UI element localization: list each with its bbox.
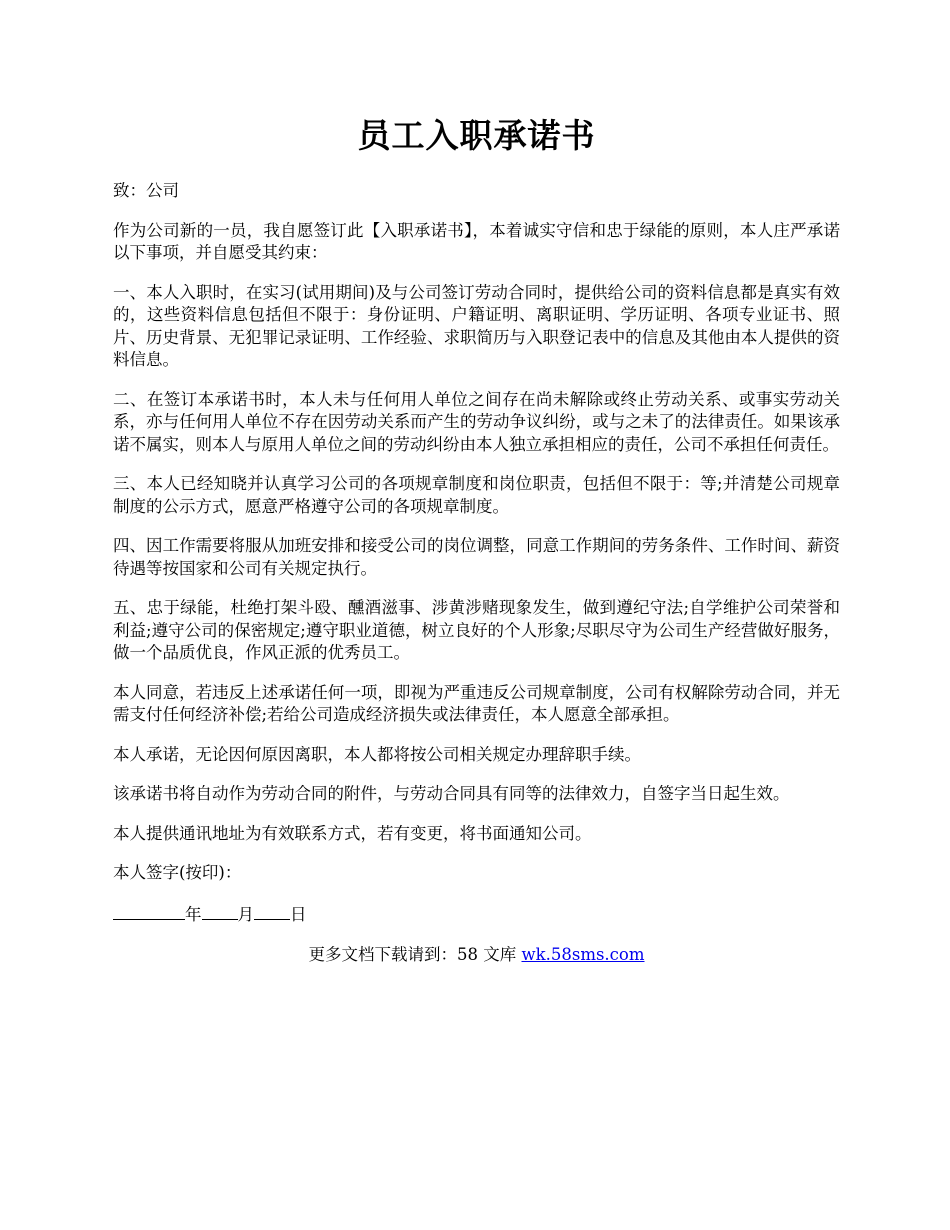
year-blank[interactable]: [113, 902, 185, 920]
paragraph-contact-address: 本人提供通讯地址为有效联系方式，若有变更，将书面通知公司。: [113, 823, 592, 843]
paragraph-clause-2: 二、在签订本承诺书时，本人未与任何用人单位之间存在尚未解除或终止劳动关系、或事实劳动关系，亦与任何用人单位不存在因劳动关系而产生的劳动争议纠纷，或与之未了的法律责任。如果该承诺不属实，则本人与原用人单位之间的劳动纠纷由本人独立承担相应的责任，公司不承担任何责任。: [113, 389, 840, 454]
footer-link[interactable]: wk.58sms.com: [521, 945, 645, 964]
signature-label: 本人签字(按印)：: [113, 863, 242, 882]
paragraph-contract-annex: 该承诺书将自动作为劳动合同的附件，与劳动合同具有同等的法律效力，自签字当日起生效。: [113, 784, 790, 803]
year-label: 年: [185, 904, 202, 924]
paragraph-clause-4: 四、因工作需要将服从加班安排和接受公司的岗位调整，同意工作期间的劳务条件、工作时间、薪资待遇等按国家和公司有关规定执行。: [113, 536, 840, 578]
month-label: 月: [237, 904, 254, 924]
document-title: 员工入职承诺书: [357, 116, 596, 155]
footer-text: 更多文档下载请到：58 文库: [308, 945, 522, 964]
paragraph-resignation: 本人承诺，无论因何原因离职，本人都将按公司相关规定办理辞职手续。: [113, 744, 641, 764]
day-blank[interactable]: [254, 902, 290, 920]
paragraph-breach-consent: 本人同意，若违反上述承诺任何一项，即视为严重违反公司规章制度，公司有权解除劳动合同，并无需支付任何经济补偿;若给公司造成经济损失或法律责任，本人愿意全部承担。: [113, 682, 840, 724]
date-line: [113, 902, 840, 927]
paragraph-clause-5: 五、忠于绿能，杜绝打架斗殴、醺酒滋事、涉黄涉赌现象发生，做到遵纪守法;自学维护公司荣誉和利益;遵守公司的保密规定;遵守职业道德，树立良好的个人形象;尽职尽守为公司生产经营做好服务，做一个品质优良，作风正派的优秀员工。: [113, 598, 840, 662]
footer: [113, 944, 840, 967]
salutation: 致：公司: [113, 181, 179, 200]
paragraph-clause-1: 一、本人入职时，在实习(试用期间)及与公司签订劳动合同时，提供给公司的资料信息都是真实有效的，这些资料信息包括但不限于：身份证明、户籍证明、离职证明、学历证明、各项专业证书、照片、历史背景、无犯罪记录证明、工作经验、求职简历与入职登记表中的信息及其他由本人提供的资料信息。: [113, 282, 840, 369]
day-label: 日: [290, 904, 307, 924]
document-page: [113, 0, 840, 967]
month-blank[interactable]: [202, 902, 238, 920]
paragraph-intro: 作为公司新的一员，我自愿签订此【入职承诺书】，本着诚实守信和忠于绿能的原则，本人庄严承诺以下事项，并自愿受其约束：: [113, 220, 840, 262]
paragraph-clause-3: 三、本人已经知晓并认真学习公司的各项规章制度和岗位职责，包括但不限于：等;并清楚公司规章制度的公示方式，愿意严格遵守公司的各项规章制度。: [113, 474, 840, 516]
